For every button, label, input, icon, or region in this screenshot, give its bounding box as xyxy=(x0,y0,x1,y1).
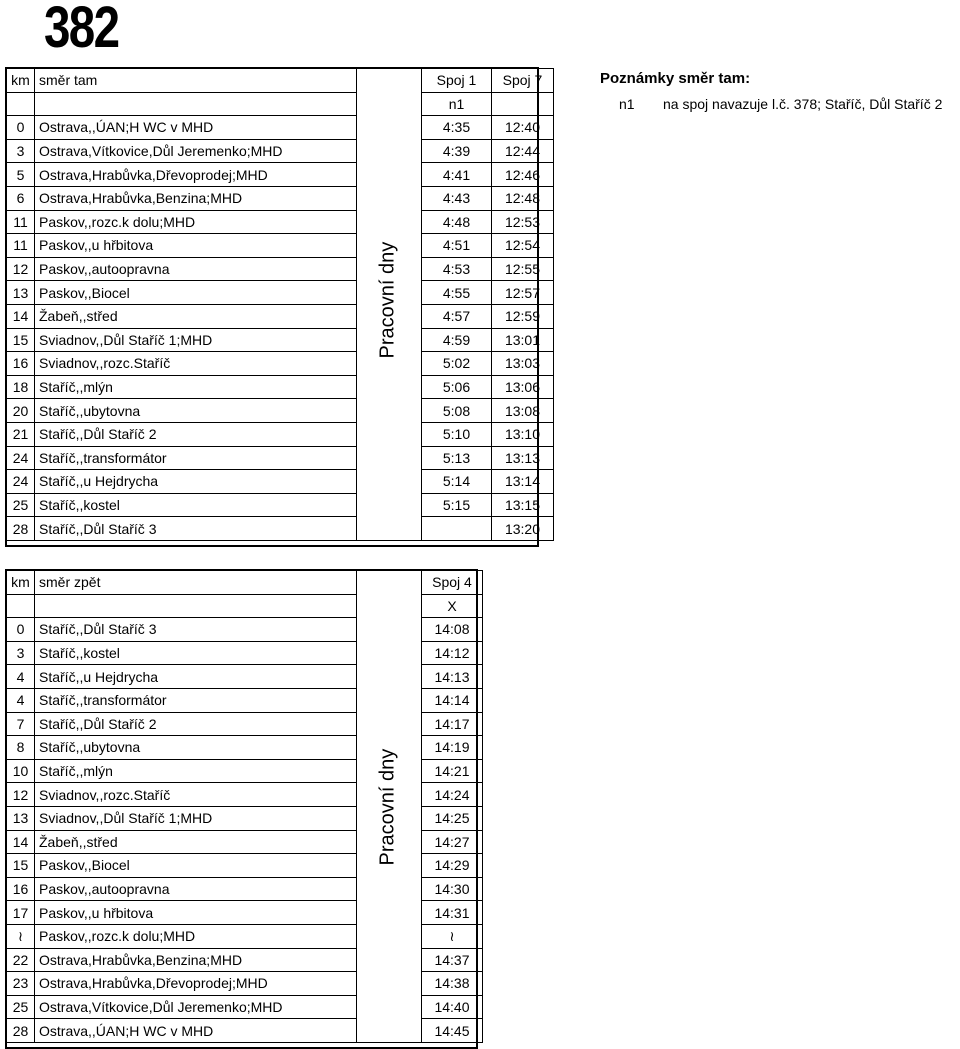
day-label: Pracovní dny xyxy=(376,748,399,866)
departure-time: 14:14 xyxy=(422,688,483,712)
departure-time: 14:30 xyxy=(422,877,483,901)
stop-name: Ostrava,Hrabůvka,Dřevoprodej;MHD xyxy=(35,972,357,996)
day-label-column xyxy=(357,641,422,665)
stop-row xyxy=(7,877,483,901)
stop-row xyxy=(7,139,554,163)
stop-row xyxy=(7,470,554,494)
km-value: 28 xyxy=(7,1019,35,1043)
stop-row xyxy=(7,328,554,352)
day-label-column xyxy=(357,924,422,948)
km-value: 11 xyxy=(7,210,35,234)
stop-name: Žabeň,,střed xyxy=(35,830,357,854)
stop-name: Paskov,,Biocel xyxy=(35,854,357,878)
spoj-header: Spoj 1 xyxy=(422,69,492,93)
stop-name: Sviadnov,,Důl Staříč 1;MHD xyxy=(35,806,357,830)
km-value: 23 xyxy=(7,972,35,996)
stop-row xyxy=(7,901,483,925)
stop-row xyxy=(7,618,483,642)
departure-time: 14:12 xyxy=(422,641,483,665)
stop-name: Paskov,,u hřbitova xyxy=(35,234,357,258)
departure-time: 13:14 xyxy=(492,470,554,494)
departure-time: 13:06 xyxy=(492,375,554,399)
stop-name: Ostrava,,ÚAN;H WC v MHD xyxy=(35,116,357,140)
departure-time: 4:43 xyxy=(422,186,492,210)
header-row xyxy=(7,69,554,93)
km-value: 22 xyxy=(7,948,35,972)
stop-name: Staříč,,Důl Staříč 2 xyxy=(35,712,357,736)
day-label-column xyxy=(357,375,422,399)
km-value: 13 xyxy=(7,281,35,305)
km-value: 28 xyxy=(7,517,35,541)
departure-time: 4:48 xyxy=(422,210,492,234)
departure-time: 5:10 xyxy=(422,422,492,446)
stop-row xyxy=(7,995,483,1019)
stop-name: Staříč,,ubytovna xyxy=(35,399,357,423)
day-label-column xyxy=(357,571,422,595)
km-value: 6 xyxy=(7,186,35,210)
km-value: 7 xyxy=(7,712,35,736)
stop-row xyxy=(7,352,554,376)
stop-name: Ostrava,Vítkovice,Důl Jeremenko;MHD xyxy=(35,139,357,163)
km-value: 12 xyxy=(7,257,35,281)
notes-row xyxy=(7,594,483,618)
day-label: Pracovní dny xyxy=(376,241,399,359)
outbound-timetable xyxy=(6,68,554,541)
day-label-column xyxy=(357,948,422,972)
stop-row xyxy=(7,493,554,517)
stop-row xyxy=(7,759,483,783)
stop-row xyxy=(7,783,483,807)
departure-time: 14:45 xyxy=(422,1019,483,1043)
day-label-column xyxy=(357,901,422,925)
stop-name: Ostrava,,ÚAN;H WC v MHD xyxy=(35,1019,357,1043)
stop-row xyxy=(7,665,483,689)
stop-row xyxy=(7,399,554,423)
departure-time: 13:01 xyxy=(492,328,554,352)
stop-name: Staříč,,u Hejdrycha xyxy=(35,470,357,494)
stop-row xyxy=(7,806,483,830)
km-value: 0 xyxy=(7,116,35,140)
departure-time: 5:02 xyxy=(422,352,492,376)
departure-time: 4:55 xyxy=(422,281,492,305)
stop-row xyxy=(7,281,554,305)
stop-row xyxy=(7,854,483,878)
day-label-column xyxy=(357,972,422,996)
stop-row xyxy=(7,517,554,541)
stop-name: Staříč,,mlýn xyxy=(35,375,357,399)
km-value: 3 xyxy=(7,139,35,163)
departure-time: 14:24 xyxy=(422,783,483,807)
direction-header: směr tam xyxy=(35,69,357,93)
departure-time: 14:27 xyxy=(422,830,483,854)
day-label-column xyxy=(357,470,422,494)
day-label-column xyxy=(357,995,422,1019)
departure-time: 4:39 xyxy=(422,139,492,163)
stop-name: Staříč,,Důl Staříč 3 xyxy=(35,517,357,541)
day-label-column xyxy=(357,399,422,423)
stop-name: Staříč,,ubytovna xyxy=(35,736,357,760)
stop-row xyxy=(7,257,554,281)
departure-time: 5:13 xyxy=(422,446,492,470)
day-label-column xyxy=(357,618,422,642)
km-value: 16 xyxy=(7,352,35,376)
stop-row xyxy=(7,422,554,446)
note-code xyxy=(492,92,554,116)
departure-time: 12:59 xyxy=(492,304,554,328)
km-value: ≀ xyxy=(7,924,35,948)
notes-text: na spoj navazuje l.č. 378; Staříč, Důl Staříč 2 xyxy=(663,96,943,112)
departure-time: 14:25 xyxy=(422,806,483,830)
day-label-column xyxy=(357,712,422,736)
departure-time: 12:40 xyxy=(492,116,554,140)
km-value: 8 xyxy=(7,736,35,760)
km-value: 24 xyxy=(7,446,35,470)
departure-time: 14:38 xyxy=(422,972,483,996)
stop-name: Ostrava,Hrabůvka,Benzina;MHD xyxy=(35,948,357,972)
km-value: 18 xyxy=(7,375,35,399)
km-value: 14 xyxy=(7,304,35,328)
departure-time: 14:21 xyxy=(422,759,483,783)
departure-time: 13:20 xyxy=(492,517,554,541)
departure-time: 13:08 xyxy=(492,399,554,423)
stop-row xyxy=(7,375,554,399)
km-value: 10 xyxy=(7,759,35,783)
notes-code: n1 xyxy=(619,96,635,112)
departure-time: 13:13 xyxy=(492,446,554,470)
departure-time: 13:10 xyxy=(492,422,554,446)
km-value: 24 xyxy=(7,470,35,494)
stop-row xyxy=(7,972,483,996)
km-value: 21 xyxy=(7,422,35,446)
km-value: 20 xyxy=(7,399,35,423)
stop-name: Staříč,,u Hejdrycha xyxy=(35,665,357,689)
day-label-column xyxy=(357,665,422,689)
km-value: 17 xyxy=(7,901,35,925)
departure-time: 14:37 xyxy=(422,948,483,972)
day-label-column xyxy=(357,186,422,210)
departure-time: 12:48 xyxy=(492,186,554,210)
km-value: 14 xyxy=(7,830,35,854)
stop-name: Sviadnov,,Důl Staříč 1;MHD xyxy=(35,328,357,352)
stop-row xyxy=(7,234,554,258)
stop-row xyxy=(7,736,483,760)
stop-name: Staříč,,Důl Staříč 3 xyxy=(35,618,357,642)
stop-name: Ostrava,Hrabůvka,Dřevoprodej;MHD xyxy=(35,163,357,187)
km-value: 5 xyxy=(7,163,35,187)
departure-time: 12:55 xyxy=(492,257,554,281)
day-label-column xyxy=(357,446,422,470)
km-value: 4 xyxy=(7,665,35,689)
departure-time: 14:13 xyxy=(422,665,483,689)
km-value: 4 xyxy=(7,688,35,712)
day-label-column xyxy=(357,210,422,234)
day-label-column xyxy=(357,517,422,541)
departure-time: 14:29 xyxy=(422,854,483,878)
stop-row xyxy=(7,186,554,210)
stop-row xyxy=(7,948,483,972)
departure-time: 4:57 xyxy=(422,304,492,328)
departure-time: 5:06 xyxy=(422,375,492,399)
stop-name: Staříč,,mlýn xyxy=(35,759,357,783)
day-label-column xyxy=(357,422,422,446)
km-value: 25 xyxy=(7,995,35,1019)
stop-row xyxy=(7,830,483,854)
day-label-column xyxy=(357,877,422,901)
direction-header: směr zpět xyxy=(35,571,357,595)
day-label-column xyxy=(357,493,422,517)
spoj-header: Spoj 4 xyxy=(422,571,483,595)
stop-name: Žabeň,,střed xyxy=(35,304,357,328)
departure-time: 14:40 xyxy=(422,995,483,1019)
stop-row xyxy=(7,712,483,736)
departure-time: 12:57 xyxy=(492,281,554,305)
day-label-column xyxy=(357,139,422,163)
stop-name: Ostrava,Vítkovice,Důl Jeremenko;MHD xyxy=(35,995,357,1019)
km-value: 3 xyxy=(7,641,35,665)
stop-name: Staříč,,kostel xyxy=(35,493,357,517)
departure-time: 4:53 xyxy=(422,257,492,281)
stop-name: Staříč,,Důl Staříč 2 xyxy=(35,422,357,446)
day-label-column xyxy=(357,69,422,93)
notes-title: Poznámky směr tam: xyxy=(600,70,751,87)
stop-name: Paskov,,rozc.k dolu;MHD xyxy=(35,924,357,948)
departure-time: 4:51 xyxy=(422,234,492,258)
stop-row xyxy=(7,1019,483,1043)
stop-name: Sviadnov,,rozc.Staříč xyxy=(35,783,357,807)
stop-row xyxy=(7,210,554,234)
stop-row xyxy=(7,641,483,665)
km-header: km xyxy=(7,69,35,93)
stop-name: Staříč,,kostel xyxy=(35,641,357,665)
stop-row xyxy=(7,304,554,328)
km-value: 0 xyxy=(7,618,35,642)
departure-time: 14:19 xyxy=(422,736,483,760)
stop-row xyxy=(7,163,554,187)
departure-time: 13:15 xyxy=(492,493,554,517)
km-value: 12 xyxy=(7,783,35,807)
departure-time: 12:53 xyxy=(492,210,554,234)
km-value: 15 xyxy=(7,854,35,878)
departure-time: 12:46 xyxy=(492,163,554,187)
departure-time: 12:54 xyxy=(492,234,554,258)
day-label-column xyxy=(357,1019,422,1043)
departure-time: 14:17 xyxy=(422,712,483,736)
departure-time: 4:35 xyxy=(422,116,492,140)
departure-time: 12:44 xyxy=(492,139,554,163)
departure-time: 4:41 xyxy=(422,163,492,187)
stop-row xyxy=(7,446,554,470)
departure-time: 5:14 xyxy=(422,470,492,494)
stop-name: Staříč,,transformátor xyxy=(35,688,357,712)
departure-time: 5:08 xyxy=(422,399,492,423)
day-label-column xyxy=(357,163,422,187)
stop-name: Paskov,,autoopravna xyxy=(35,257,357,281)
km-value: 11 xyxy=(7,234,35,258)
stop-row xyxy=(7,116,554,140)
stop-name: Paskov,,rozc.k dolu;MHD xyxy=(35,210,357,234)
km-value: 25 xyxy=(7,493,35,517)
stop-name: Paskov,,autoopravna xyxy=(35,877,357,901)
departure-time: 14:08 xyxy=(422,618,483,642)
departure-time: 4:59 xyxy=(422,328,492,352)
departure-time: 14:31 xyxy=(422,901,483,925)
notes-row xyxy=(7,92,554,116)
km-value: 13 xyxy=(7,806,35,830)
day-label-column xyxy=(357,688,422,712)
spoj-header: Spoj 7 xyxy=(492,69,554,93)
departure-time: 13:03 xyxy=(492,352,554,376)
km-value: 16 xyxy=(7,877,35,901)
inbound-timetable xyxy=(6,570,483,1043)
km-header: km xyxy=(7,571,35,595)
stop-name: Paskov,,Biocel xyxy=(35,281,357,305)
departure-time: 5:15 xyxy=(422,493,492,517)
line-number: 382 xyxy=(44,0,119,60)
stop-name: Paskov,,u hřbitova xyxy=(35,901,357,925)
stop-row xyxy=(7,924,483,948)
note-code: n1 xyxy=(422,92,492,116)
note-code: X xyxy=(422,594,483,618)
stop-name: Sviadnov,,rozc.Staříč xyxy=(35,352,357,376)
km-value: 15 xyxy=(7,328,35,352)
departure-time xyxy=(422,517,492,541)
departure-time: ≀ xyxy=(422,924,483,948)
stop-row xyxy=(7,688,483,712)
day-label-column xyxy=(357,116,422,140)
stop-name: Ostrava,Hrabůvka,Benzina;MHD xyxy=(35,186,357,210)
header-row xyxy=(7,571,483,595)
stop-name: Staříč,,transformátor xyxy=(35,446,357,470)
